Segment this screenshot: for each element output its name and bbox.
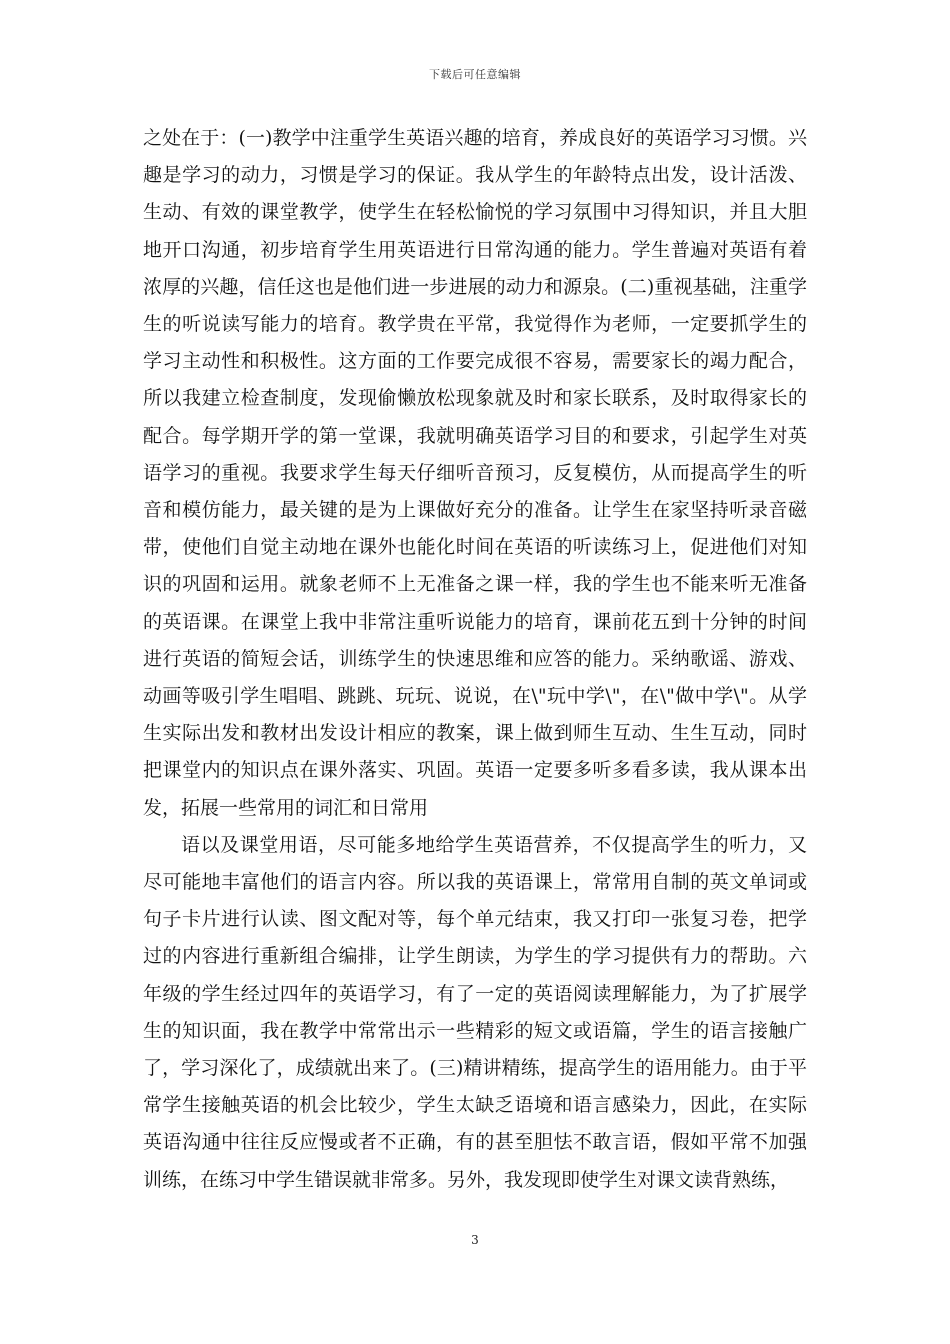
page-header: 下载后可任意编辑 [429, 68, 521, 81]
document-body [143, 120, 807, 1199]
paragraph-1: 之处在于：(一)教学中注重学生英语兴趣的培育，养成良好的英语学习习惯。兴趣是学习的动力，习惯是学习的保证。我从学生的年龄特点出发，设计活泼、生动、有效的课堂教学，使学生在轻松愉悦的学习氛围中习得知识，并且大胆地开口沟通，初步培育学生用英语进行日常沟通的能力。学生普遍对英语有着浓厚的兴趣，信任这也是他们进一步进展的动力和源泉。(二)重视基础，注重学生的听说读写能力的培育。教学贵在平常，我觉得作为老师，一定要抓学生的学习主动性和积极性。这方面的工作要完成很不容易，需要家长的竭力配合，所以我建立检查制度，发现偷懒放松现象就及时和家长联系，及时取得家长的配合。每学期开学的第一堂课，我就明确英语学习目的和要求，引起学生对英语学习的重视。我要求学生每天仔细听音预习，反复模仿，从而提高学生的听音和模仿能力，最关键的是为上课做好充分的准备。让学生在家坚持听录音磁带，使他们自觉主动地在课外也能化时间在英语的听读练习上，促进他们对知识的巩固和运用。就象老师不上无准备之课一样，我的学生也不能来听无准备的英语课。在课堂上我中非常注重听说能力的培育，课前花五到十分钟的时间进行英语的简短会话，训练学生的快速思维和应答的能力。采纳歌谣、游戏、动画等吸引学生唱唱、跳跳、玩玩、说说，在\"玩中学\"，在\"做中学\"。从学生实际出发和教材出发设计相应的教案，课上做到师生互动、生生互动，同时把课堂内的知识点在课外落实、巩固。英语一定要多听多看多读，我从课本出发，拓展一些常用的词汇和日常用 [143, 127, 807, 819]
page-number: 3 [471, 1233, 479, 1247]
paragraph-2: 语以及课堂用语，尽可能多地给学生英语营养，不仅提高学生的听力，又尽可能地丰富他们的语言内容。所以我的英语课上，常常用自制的英文单词或句子卡片进行认读、图文配对等，每个单元结束，我又打印一张复习卷，把学过的内容进行重新组合编排，让学生朗读，为学生的学习提供有力的帮助。六年级的学生经过四年的英语学习，有了一定的英语阅读理解能力，为了扩展学生的知识面，我在教学中常常出示一些精彩的短文或语篇，学生的语言接触广了，学习深化了，成绩就出来了。(三)精讲精练，提高学生的语用能力。由于平常学生接触英语的机会比较少，学生太缺乏语境和语言感染力，因此，在实际英语沟通中往往反应慢或者不正确，有的甚至胆怯不敢言语，假如平常不加强训练，在练习中学生错误就非常多。另外，我发现即使学生对课文读背熟练， [143, 833, 807, 1191]
